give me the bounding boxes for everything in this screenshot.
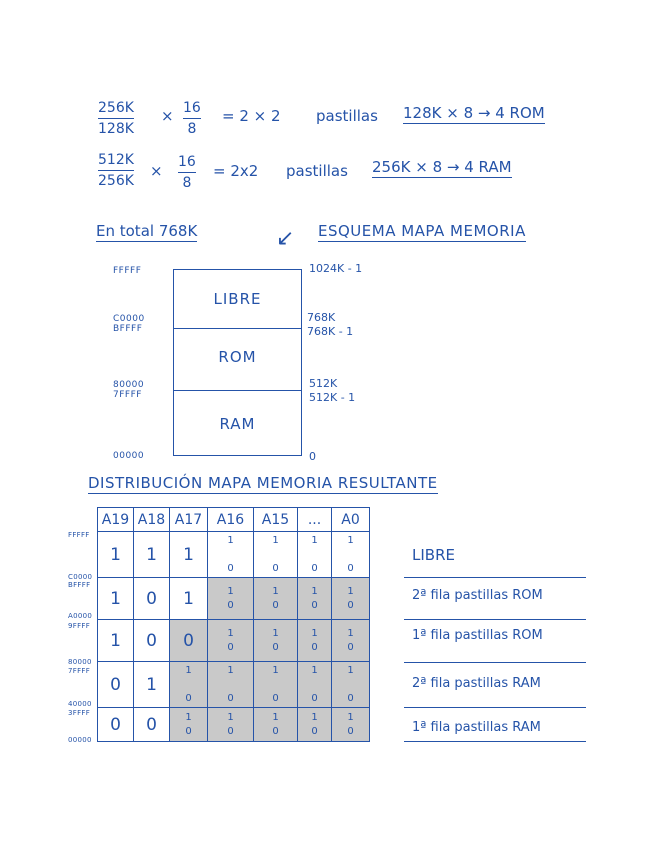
range-cell: 1 0 xyxy=(298,662,332,708)
bit-cell: 0 xyxy=(170,620,208,662)
ram-summary: 256K × 8 → 4 RAM xyxy=(372,158,512,176)
numerator: 512K xyxy=(98,152,134,168)
denominator: 256K xyxy=(98,173,134,189)
table-address: 3FFFF xyxy=(68,709,91,717)
header-cell: A17 xyxy=(170,508,208,532)
row-label: LIBRE xyxy=(412,546,455,564)
table-row xyxy=(98,662,370,708)
table-address: 00000 xyxy=(68,736,92,744)
bit-cell: 0 xyxy=(98,708,134,742)
row-divider xyxy=(404,662,586,663)
block-rom: ROM xyxy=(218,348,257,366)
denominator: 128K xyxy=(98,121,134,137)
range-cell: 1 0 xyxy=(208,662,254,708)
row-label: 2ª fila pastillas RAM xyxy=(412,676,541,691)
range-cell: 1 0 xyxy=(208,708,254,742)
map-address: 00000 xyxy=(113,451,145,461)
block-libre: LIBRE xyxy=(213,290,262,308)
numerator: 256K xyxy=(98,100,134,116)
bit-cell: 1 xyxy=(98,578,134,620)
table-address: A0000 xyxy=(68,612,93,620)
bit-cell: 1 xyxy=(134,532,170,578)
range-cell: 1 0 xyxy=(254,532,298,578)
range-cell: 1 0 xyxy=(332,708,370,742)
range-cell: 1 0 xyxy=(254,620,298,662)
table-address: 7FFFF xyxy=(68,667,91,675)
distribution-table xyxy=(97,507,370,742)
bit-cell: 1 xyxy=(98,532,134,578)
numerator: 16 xyxy=(178,154,196,170)
range-cell: 1 0 xyxy=(208,578,254,620)
range-cell: 1 0 xyxy=(170,708,208,742)
multiply-sign: × xyxy=(161,107,174,125)
map-address: 80000 xyxy=(113,380,145,390)
table-address: FFFFF xyxy=(68,531,90,539)
range-cell: 1 0 xyxy=(170,662,208,708)
bit-cell: 1 xyxy=(98,620,134,662)
divider xyxy=(173,328,302,329)
map-address: BFFFF xyxy=(113,324,143,334)
header-cell: A0 xyxy=(332,508,370,532)
table-address: 40000 xyxy=(68,700,92,708)
range-cell: 1 0 xyxy=(298,578,332,620)
table-address: BFFFF xyxy=(68,581,91,589)
arrow-icon: ↙ xyxy=(276,226,295,251)
header-cell: A15 xyxy=(254,508,298,532)
row-divider xyxy=(404,741,586,742)
bit-cell: 0 xyxy=(134,708,170,742)
range-cell: 1 0 xyxy=(208,620,254,662)
bit-cell: 1 xyxy=(134,662,170,708)
map-address: 7FFFF xyxy=(113,390,142,400)
range-cell: 1 0 xyxy=(254,662,298,708)
range-cell: 1 0 xyxy=(298,532,332,578)
table-address: C0000 xyxy=(68,573,93,581)
table-row xyxy=(98,708,370,742)
row-divider xyxy=(404,577,586,578)
row-divider xyxy=(404,619,586,620)
map-size: 768K xyxy=(307,311,336,324)
result-text: = 2 × 2 xyxy=(222,107,281,125)
row-label: 1ª fila pastillas RAM xyxy=(412,720,541,735)
bit-cell: 0 xyxy=(134,620,170,662)
header-cell: A18 xyxy=(134,508,170,532)
denominator: 8 xyxy=(187,121,197,137)
map-size: 768K - 1 xyxy=(307,325,354,338)
header-row xyxy=(98,508,370,532)
range-cell: 1 0 xyxy=(254,578,298,620)
pastillas-word: pastillas xyxy=(286,162,348,180)
map-size: 512K - 1 xyxy=(309,391,356,404)
range-cell: 1 0 xyxy=(298,708,332,742)
range-cell: 1 0 xyxy=(332,662,370,708)
table-address: 9FFFF xyxy=(68,622,91,630)
pastillas-word: pastillas xyxy=(316,107,378,125)
header-cell: A19 xyxy=(98,508,134,532)
table-row xyxy=(98,532,370,578)
map-address: C0000 xyxy=(113,314,145,324)
map-size: 0 xyxy=(309,450,316,463)
header-cell: A16 xyxy=(208,508,254,532)
range-cell: 1 0 xyxy=(332,578,370,620)
total-text: En total 768K xyxy=(96,222,198,240)
header-cell: ... xyxy=(298,508,332,532)
table-address: 80000 xyxy=(68,658,92,666)
map-address: FFFFF xyxy=(113,266,142,276)
table-row xyxy=(98,578,370,620)
rom-summary: 128K × 8 → 4 ROM xyxy=(403,104,545,122)
row-divider xyxy=(404,707,586,708)
scheme-title: ESQUEMA MAPA MEMORIA xyxy=(318,222,526,240)
multiply-sign: × xyxy=(150,162,163,180)
range-cell: 1 0 xyxy=(332,532,370,578)
fraction-256k-128k xyxy=(98,100,134,137)
bit-cell: 0 xyxy=(98,662,134,708)
row-label: 2ª fila pastillas ROM xyxy=(412,588,543,603)
map-size: 1024K - 1 xyxy=(309,262,363,275)
denominator: 8 xyxy=(182,175,192,191)
bit-cell: 1 xyxy=(170,578,208,620)
map-size: 512K xyxy=(309,377,338,390)
bit-cell: 0 xyxy=(134,578,170,620)
block-ram: RAM xyxy=(219,415,256,433)
divider xyxy=(173,390,302,391)
fraction-512k-256k xyxy=(98,152,134,189)
result-text: = 2x2 xyxy=(213,162,259,180)
range-cell: 1 0 xyxy=(254,708,298,742)
range-cell: 1 0 xyxy=(298,620,332,662)
range-cell: 1 0 xyxy=(208,532,254,578)
fraction-16-8 xyxy=(183,100,201,137)
range-cell: 1 0 xyxy=(332,620,370,662)
bit-cell: 1 xyxy=(170,532,208,578)
table-row xyxy=(98,620,370,662)
distribution-title: DISTRIBUCIÓN MAPA MEMORIA RESULTANTE xyxy=(88,474,438,492)
numerator: 16 xyxy=(183,100,201,116)
fraction-16-8 xyxy=(178,154,196,191)
row-label: 1ª fila pastillas ROM xyxy=(412,628,543,643)
